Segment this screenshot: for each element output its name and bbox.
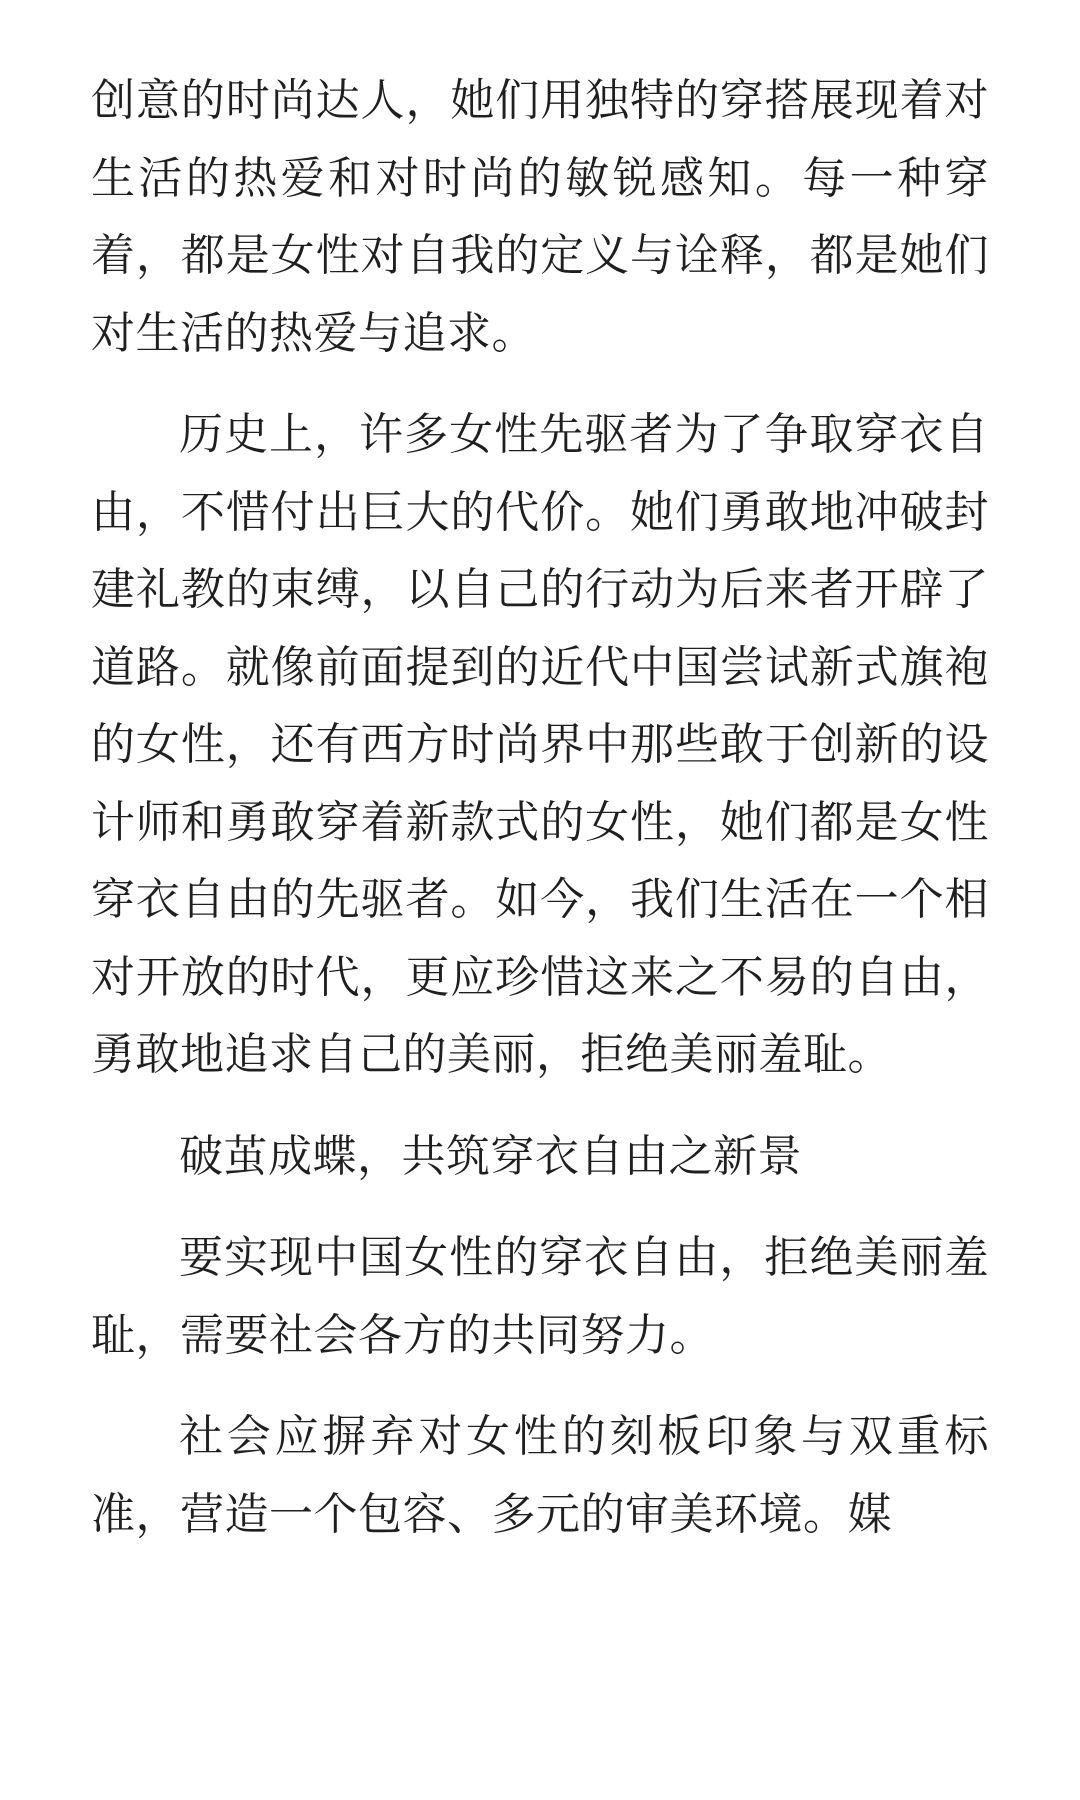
article-body	[91, 62, 989, 1577]
section-heading: 破茧成蝶，共筑穿衣自由之新景	[179, 1130, 802, 1182]
paragraph-society: 社会应摒弃对女性的刻板印象与双重标准，营造一个包容、多元的审美环境。媒	[91, 1411, 989, 1540]
paragraph-fashion-expression: 创意的时尚达人，她们用独特的穿搭展现着对生活的热爱和对时尚的敏锐感知。每一种穿着，都是女性对自我的定义与诠释，都是她们对生活的热爱与追求。	[91, 75, 989, 359]
paragraph-pioneers: 历史上，许多女性先驱者为了争取穿衣自由，不惜付出巨大的代价。她们勇敢地冲破封建礼教的束缚，以自己的行动为后来者开辟了道路。就像前面提到的近代中国尝试新式旗袍的女性，还有西方时尚界中那些敢于创新的设计师和勇敢穿着新款式的女性，她们都是女性穿衣自由的先驱者。如今，我们生活在一个相对开放的时代，更应珍惜这来之不易的自由，勇敢地追求自己的美丽，拒绝美丽羞耻。	[91, 409, 989, 1080]
paragraph-joint-effort: 要实现中国女性的穿衣自由，拒绝美丽羞耻，需要社会各方的共同努力。	[91, 1232, 989, 1361]
